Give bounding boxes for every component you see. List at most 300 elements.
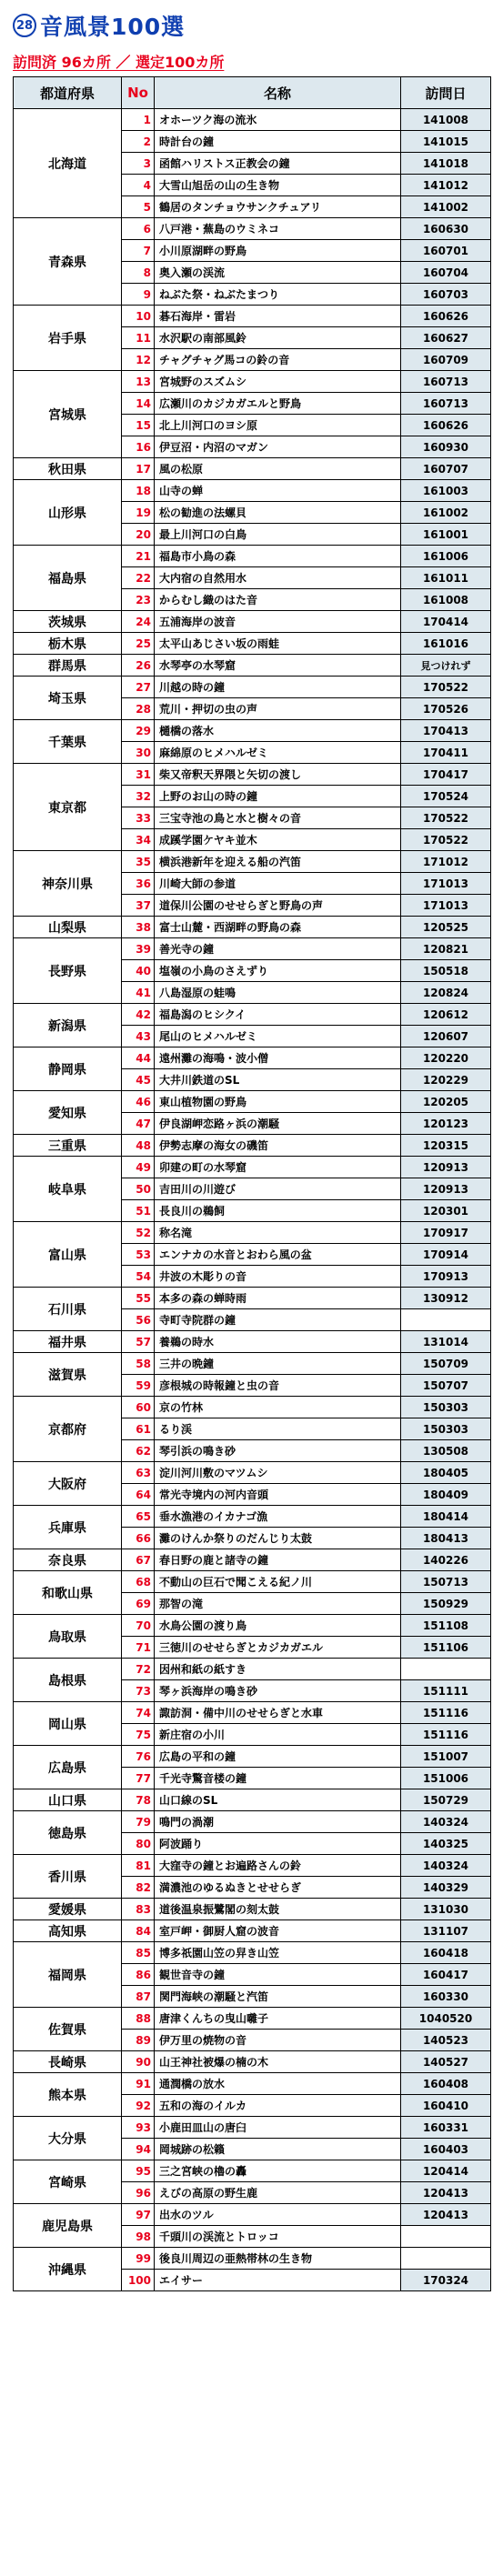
column-header-visit-date: 訪問日: [401, 77, 491, 109]
visit-date-cell: 140325: [401, 1833, 491, 1855]
table-row: [14, 1942, 491, 1964]
prefecture-cell: 三重県: [14, 1135, 122, 1157]
visit-date-cell: 140324: [401, 1855, 491, 1877]
visit-date-cell: 161016: [401, 633, 491, 655]
number-cell: 73: [122, 1680, 155, 1702]
number-cell: 6: [122, 218, 155, 240]
table-row: [14, 2073, 491, 2095]
prefecture-cell: 埼玉県: [14, 677, 122, 720]
number-cell: 46: [122, 1091, 155, 1113]
name-cell: 麻綿原のヒメハルゼミ: [155, 742, 401, 764]
visit-date-cell: [401, 2248, 491, 2270]
name-cell: 横浜港新年を迎える船の汽笛: [155, 851, 401, 873]
prefecture-cell: 大阪府: [14, 1462, 122, 1506]
number-cell: 18: [122, 480, 155, 502]
table-row: [14, 1222, 491, 1244]
visit-date-cell: 160630: [401, 218, 491, 240]
visit-date-cell: 170414: [401, 611, 491, 633]
visit-date-cell: 140523: [401, 2030, 491, 2051]
table-row: [14, 917, 491, 938]
prefecture-cell: 山梨県: [14, 917, 122, 938]
name-cell: 水沢駅の南部風鈴: [155, 327, 401, 349]
name-cell: 卯建の町の水琴窟: [155, 1157, 401, 1178]
number-cell: 82: [122, 1877, 155, 1899]
number-cell: 85: [122, 1942, 155, 1964]
number-cell: 41: [122, 982, 155, 1004]
name-cell: 寺町寺院群の鐘: [155, 1309, 401, 1331]
name-cell: 函館ハリストス正教会の鐘: [155, 153, 401, 175]
number-cell: 95: [122, 2160, 155, 2182]
name-cell: 出水のツル: [155, 2204, 401, 2226]
name-cell: 小鹿田皿山の唐臼: [155, 2117, 401, 2139]
name-cell: 博多祇園山笠の舁き山笠: [155, 1942, 401, 1964]
visit-date-cell: 120913: [401, 1178, 491, 1200]
name-cell: 荒川・押切の虫の声: [155, 698, 401, 720]
visit-date-cell: 120229: [401, 1069, 491, 1091]
table-header-row: [14, 77, 491, 109]
number-cell: 35: [122, 851, 155, 873]
name-cell: 大内宿の自然用水: [155, 567, 401, 589]
name-cell: 本多の森の蝉時雨: [155, 1288, 401, 1309]
number-cell: 84: [122, 1920, 155, 1942]
prefecture-cell: 愛知県: [14, 1091, 122, 1135]
number-cell: 3: [122, 153, 155, 175]
number-cell: 27: [122, 677, 155, 698]
table-row: [14, 677, 491, 698]
name-cell: 三宝寺池の鳥と水と樹々の音: [155, 807, 401, 829]
name-cell: 大雪山旭岳の山の生き物: [155, 175, 401, 196]
visit-date-cell: 150303: [401, 1397, 491, 1418]
name-cell: 不動山の巨石で聞こえる紀ノ川: [155, 1571, 401, 1593]
number-cell: 7: [122, 240, 155, 262]
number-cell: 53: [122, 1244, 155, 1266]
name-cell: 八島湿原の蛙鳴: [155, 982, 401, 1004]
visit-date-cell: 141012: [401, 175, 491, 196]
visit-date-cell: 150929: [401, 1593, 491, 1615]
number-cell: 64: [122, 1484, 155, 1506]
table-row: [14, 1397, 491, 1418]
name-cell: 千頭川の渓流とトロッコ: [155, 2226, 401, 2248]
name-cell: 上野のお山の時の鐘: [155, 786, 401, 807]
name-cell: 時計台の鐘: [155, 131, 401, 153]
prefecture-cell: 京都府: [14, 1397, 122, 1462]
name-cell: 善光寺の鐘: [155, 938, 401, 960]
number-cell: 54: [122, 1266, 155, 1288]
prefecture-cell: 栃木県: [14, 633, 122, 655]
visit-date-cell: 120913: [401, 1157, 491, 1178]
name-cell: 淀川河川敷のマツムシ: [155, 1462, 401, 1484]
table-row: [14, 1506, 491, 1528]
number-cell: 15: [122, 415, 155, 436]
number-cell: 79: [122, 1811, 155, 1833]
prefecture-cell: 香川県: [14, 1855, 122, 1899]
prefecture-cell: 神奈川県: [14, 851, 122, 917]
table-row: [14, 1659, 491, 1680]
visit-date-cell: 151007: [401, 1746, 491, 1768]
visit-date-cell: 151108: [401, 1615, 491, 1637]
number-cell: 24: [122, 611, 155, 633]
name-cell: 三徳川のせせらぎとカジカガエル: [155, 1637, 401, 1659]
column-header-prefecture: 都道府県: [14, 77, 122, 109]
visit-date-cell: [401, 1659, 491, 1680]
visit-date-cell: 130912: [401, 1288, 491, 1309]
number-cell: 75: [122, 1724, 155, 1746]
table-row: [14, 1855, 491, 1877]
number-cell: 66: [122, 1528, 155, 1549]
number-cell: 93: [122, 2117, 155, 2139]
number-cell: 39: [122, 938, 155, 960]
visit-date-cell: 160331: [401, 2117, 491, 2139]
name-cell: 通潤橋の放水: [155, 2073, 401, 2095]
visit-date-cell: 161006: [401, 546, 491, 567]
prefecture-cell: 滋賀県: [14, 1353, 122, 1397]
number-cell: 14: [122, 393, 155, 415]
name-cell: 琴引浜の鳴き砂: [155, 1440, 401, 1462]
number-cell: 42: [122, 1004, 155, 1026]
prefecture-cell: 長崎県: [14, 2051, 122, 2073]
name-cell: 因州和紙の紙すき: [155, 1659, 401, 1680]
name-cell: 満濃池のゆるぬきとせせらぎ: [155, 1877, 401, 1899]
visit-date-cell: 151111: [401, 1680, 491, 1702]
number-cell: 29: [122, 720, 155, 742]
visit-date-cell: 160713: [401, 371, 491, 393]
prefecture-cell: 佐賀県: [14, 2008, 122, 2051]
number-cell: 38: [122, 917, 155, 938]
number-cell: 57: [122, 1331, 155, 1353]
number-cell: 65: [122, 1506, 155, 1528]
number-cell: 40: [122, 960, 155, 982]
number-cell: 56: [122, 1309, 155, 1331]
number-cell: 1: [122, 109, 155, 131]
visit-date-cell: 170522: [401, 807, 491, 829]
prefecture-cell: 福井県: [14, 1331, 122, 1353]
visit-date-cell: 140527: [401, 2051, 491, 2073]
name-cell: 岡城跡の松籟: [155, 2139, 401, 2160]
prefecture-cell: 新潟県: [14, 1004, 122, 1047]
table-row: [14, 1047, 491, 1069]
number-cell: 44: [122, 1047, 155, 1069]
visit-date-cell: 180413: [401, 1528, 491, 1549]
prefecture-cell: 秋田県: [14, 458, 122, 480]
number-cell: 68: [122, 1571, 155, 1593]
name-cell: 大井川鉄道のSL: [155, 1069, 401, 1091]
number-cell: 97: [122, 2204, 155, 2226]
name-cell: 八戸港・蕪島のウミネコ: [155, 218, 401, 240]
name-cell: 琴ヶ浜海岸の鳴き砂: [155, 1680, 401, 1702]
prefecture-cell: 徳島県: [14, 1811, 122, 1855]
number-cell: 25: [122, 633, 155, 655]
visit-date-cell: 160709: [401, 349, 491, 371]
number-cell: 70: [122, 1615, 155, 1637]
number-cell: 50: [122, 1178, 155, 1200]
number-cell: 86: [122, 1964, 155, 1986]
name-cell: 称名滝: [155, 1222, 401, 1244]
number-cell: 87: [122, 1986, 155, 2008]
prefecture-cell: 兵庫県: [14, 1506, 122, 1549]
name-cell: 諏訪洞・備中川のせせらぎと水車: [155, 1702, 401, 1724]
number-cell: 59: [122, 1375, 155, 1397]
name-cell: 五浦海岸の波音: [155, 611, 401, 633]
name-cell: 春日野の鹿と諸寺の鐘: [155, 1549, 401, 1571]
visit-date-cell: 180409: [401, 1484, 491, 1506]
visit-date-cell: 131107: [401, 1920, 491, 1942]
name-cell: ねぶた祭・ねぶたまつり: [155, 284, 401, 306]
visit-date-cell: 141015: [401, 131, 491, 153]
name-cell: 京の竹林: [155, 1397, 401, 1418]
number-cell: 10: [122, 306, 155, 327]
visit-date-cell: 160626: [401, 415, 491, 436]
prefecture-cell: 鹿児島県: [14, 2204, 122, 2248]
visit-date-cell: 120525: [401, 917, 491, 938]
table-row: [14, 1899, 491, 1920]
name-cell: 養鵜の時水: [155, 1331, 401, 1353]
prefecture-cell: 広島県: [14, 1746, 122, 1789]
visit-date-cell: 150713: [401, 1571, 491, 1593]
table-row: [14, 480, 491, 502]
visit-date-cell: 171012: [401, 851, 491, 873]
prefecture-cell: 岐阜県: [14, 1157, 122, 1222]
prefecture-cell: 熊本県: [14, 2073, 122, 2117]
table-row: [14, 2248, 491, 2270]
visit-date-cell: 120821: [401, 938, 491, 960]
number-cell: 89: [122, 2030, 155, 2051]
visit-date-cell: 151106: [401, 1637, 491, 1659]
visit-date-cell: 120301: [401, 1200, 491, 1222]
name-cell: 井波の木彫りの音: [155, 1266, 401, 1288]
visit-date-cell: 160627: [401, 327, 491, 349]
number-cell: 37: [122, 895, 155, 917]
number-cell: 33: [122, 807, 155, 829]
prefecture-cell: 茨城県: [14, 611, 122, 633]
name-cell: 後良川周辺の亜熱帯林の生き物: [155, 2248, 401, 2270]
name-cell: 東山植物園の野鳥: [155, 1091, 401, 1113]
table-row: [14, 1571, 491, 1593]
number-cell: 80: [122, 1833, 155, 1855]
visit-date-cell: 161002: [401, 502, 491, 524]
visit-date-cell: [401, 2226, 491, 2248]
number-cell: 77: [122, 1768, 155, 1789]
table-row: [14, 1004, 491, 1026]
prefecture-cell: 島根県: [14, 1659, 122, 1702]
number-cell: 83: [122, 1899, 155, 1920]
visit-date-cell: 160418: [401, 1942, 491, 1964]
name-cell: 福島市小鳥の森: [155, 546, 401, 567]
number-cell: 91: [122, 2073, 155, 2095]
name-cell: 三井の晩鐘: [155, 1353, 401, 1375]
column-header-name: 名称: [155, 77, 401, 109]
name-cell: 山王神社被爆の楠の木: [155, 2051, 401, 2073]
prefecture-cell: 沖縄県: [14, 2248, 122, 2291]
prefecture-cell: 宮城県: [14, 371, 122, 458]
number-cell: 69: [122, 1593, 155, 1615]
number-cell: 32: [122, 786, 155, 807]
visit-date-cell: 141018: [401, 153, 491, 175]
prefecture-cell: 岩手県: [14, 306, 122, 371]
table-body: [14, 109, 491, 2291]
name-cell: 水琴亭の水琴窟: [155, 655, 401, 677]
visit-date-cell: 170411: [401, 742, 491, 764]
visit-date-cell: 150303: [401, 1418, 491, 1440]
visit-date-cell: 130508: [401, 1440, 491, 1462]
name-cell: チャグチャグ馬コの鈴の音: [155, 349, 401, 371]
name-cell: 太平山あじさい坂の雨蛙: [155, 633, 401, 655]
visit-date-cell: 131014: [401, 1331, 491, 1353]
number-cell: 71: [122, 1637, 155, 1659]
prefecture-cell: 東京都: [14, 764, 122, 851]
number-cell: 52: [122, 1222, 155, 1244]
name-cell: 観世音寺の鐘: [155, 1964, 401, 1986]
visit-date-cell: 141008: [401, 109, 491, 131]
prefecture-cell: 群馬県: [14, 655, 122, 677]
number-cell: 12: [122, 349, 155, 371]
prefecture-cell: 鳥取県: [14, 1615, 122, 1659]
number-cell: 94: [122, 2139, 155, 2160]
name-cell: 道保川公園のせせらぎと野鳥の声: [155, 895, 401, 917]
number-cell: 63: [122, 1462, 155, 1484]
number-cell: 49: [122, 1157, 155, 1178]
prefecture-cell: 福岡県: [14, 1942, 122, 2008]
number-badge: 28: [13, 14, 36, 37]
visit-date-cell: 160707: [401, 458, 491, 480]
number-cell: 21: [122, 546, 155, 567]
table-row: [14, 1462, 491, 1484]
name-cell: 奥入瀬の渓流: [155, 262, 401, 284]
visit-date-cell: 180414: [401, 1506, 491, 1528]
prefecture-cell: 山口県: [14, 1789, 122, 1811]
name-cell: 垂水漁港のイカナゴ漁: [155, 1506, 401, 1528]
table-row: [14, 2204, 491, 2226]
table-row: [14, 458, 491, 480]
name-cell: 風の松原: [155, 458, 401, 480]
prefecture-cell: 宮崎県: [14, 2160, 122, 2204]
name-cell: 吉田川の川遊び: [155, 1178, 401, 1200]
visit-date-cell: 1040520: [401, 2008, 491, 2030]
visit-date-cell: 120607: [401, 1026, 491, 1047]
number-cell: 98: [122, 2226, 155, 2248]
visit-date-cell: 160703: [401, 284, 491, 306]
visit-date-cell: 140324: [401, 1811, 491, 1833]
number-cell: 67: [122, 1549, 155, 1571]
visit-date-cell: 160417: [401, 1964, 491, 1986]
visit-date-cell: 170526: [401, 698, 491, 720]
name-cell: 伊豆沼・内沼のマガン: [155, 436, 401, 458]
name-cell: 唐津くんちの曳山囃子: [155, 2008, 401, 2030]
number-cell: 90: [122, 2051, 155, 2073]
visit-date-cell: 120123: [401, 1113, 491, 1135]
number-cell: 62: [122, 1440, 155, 1462]
visit-date-cell: 170417: [401, 764, 491, 786]
name-cell: 柴又帝釈天界隈と矢切の渡し: [155, 764, 401, 786]
visit-date-cell: 120612: [401, 1004, 491, 1026]
name-cell: エンナカの水音とおわら風の盆: [155, 1244, 401, 1266]
prefecture-cell: 石川県: [14, 1288, 122, 1331]
name-cell: 広瀬川のカジカガエルと野鳥: [155, 393, 401, 415]
visit-date-cell: 160704: [401, 262, 491, 284]
name-cell: 成蹊学園ケヤキ並木: [155, 829, 401, 851]
prefecture-cell: 千葉県: [14, 720, 122, 764]
name-cell: 松の勧進の法螺貝: [155, 502, 401, 524]
name-cell: オホーツク海の流氷: [155, 109, 401, 131]
name-cell: えびの高原の野生鹿: [155, 2182, 401, 2204]
table-row: [14, 1702, 491, 1724]
number-cell: 34: [122, 829, 155, 851]
page-title: [13, 9, 185, 42]
prefecture-cell: 青森県: [14, 218, 122, 306]
visit-date-cell: 150729: [401, 1789, 491, 1811]
number-cell: 9: [122, 284, 155, 306]
visit-date-cell: 171013: [401, 895, 491, 917]
visit-date-cell: 160403: [401, 2139, 491, 2160]
number-cell: 22: [122, 567, 155, 589]
visit-date-cell: 120824: [401, 982, 491, 1004]
prefecture-cell: 愛媛県: [14, 1899, 122, 1920]
number-cell: 23: [122, 589, 155, 611]
name-cell: 伊勢志摩の海女の磯笛: [155, 1135, 401, 1157]
number-cell: 99: [122, 2248, 155, 2270]
number-cell: 48: [122, 1135, 155, 1157]
name-cell: 塩嶺の小鳥のさえずり: [155, 960, 401, 982]
visit-date-cell: 160701: [401, 240, 491, 262]
name-cell: 五和の海のイルカ: [155, 2095, 401, 2117]
visit-date-cell: 120413: [401, 2182, 491, 2204]
name-cell: 宮城野のスズムシ: [155, 371, 401, 393]
name-cell: 福島潟のヒシクイ: [155, 1004, 401, 1026]
sound-landscape-table: [13, 76, 491, 2291]
visit-date-cell: 161011: [401, 567, 491, 589]
visit-date-cell: 160408: [401, 2073, 491, 2095]
visit-date-cell: 170524: [401, 786, 491, 807]
name-cell: 山寺の蝉: [155, 480, 401, 502]
number-cell: 74: [122, 1702, 155, 1724]
number-cell: 5: [122, 196, 155, 218]
number-cell: 81: [122, 1855, 155, 1877]
number-cell: 92: [122, 2095, 155, 2117]
table-row: [14, 1135, 491, 1157]
prefecture-cell: 静岡県: [14, 1047, 122, 1091]
name-cell: からむし織のはた音: [155, 589, 401, 611]
number-cell: 36: [122, 873, 155, 895]
visit-date-cell: 170522: [401, 829, 491, 851]
table-row: [14, 720, 491, 742]
number-cell: 45: [122, 1069, 155, 1091]
name-cell: 伊万里の焼物の音: [155, 2030, 401, 2051]
number-cell: 26: [122, 655, 155, 677]
table-row: [14, 2008, 491, 2030]
prefecture-cell: 富山県: [14, 1222, 122, 1288]
visit-date-cell: 170917: [401, 1222, 491, 1244]
table-row: [14, 306, 491, 327]
prefecture-cell: 北海道: [14, 109, 122, 218]
number-cell: 31: [122, 764, 155, 786]
name-cell: 千光寺驚音楼の鐘: [155, 1768, 401, 1789]
name-cell: 長良川の鵜飼: [155, 1200, 401, 1222]
number-cell: 16: [122, 436, 155, 458]
visit-date-cell: 見つけれず: [401, 655, 491, 677]
number-cell: 88: [122, 2008, 155, 2030]
name-cell: 那智の滝: [155, 1593, 401, 1615]
name-cell: 鳴門の渦潮: [155, 1811, 401, 1833]
table-row: [14, 1811, 491, 1833]
prefecture-cell: 高知県: [14, 1920, 122, 1942]
visit-date-cell: 171013: [401, 873, 491, 895]
name-cell: 鶴居のタンチョウサンクチュアリ: [155, 196, 401, 218]
number-cell: 19: [122, 502, 155, 524]
visit-date-cell: 120315: [401, 1135, 491, 1157]
visit-date-cell: 161003: [401, 480, 491, 502]
name-cell: エイサー: [155, 2270, 401, 2291]
visit-date-cell: 140329: [401, 1877, 491, 1899]
prefecture-cell: 長野県: [14, 938, 122, 1004]
